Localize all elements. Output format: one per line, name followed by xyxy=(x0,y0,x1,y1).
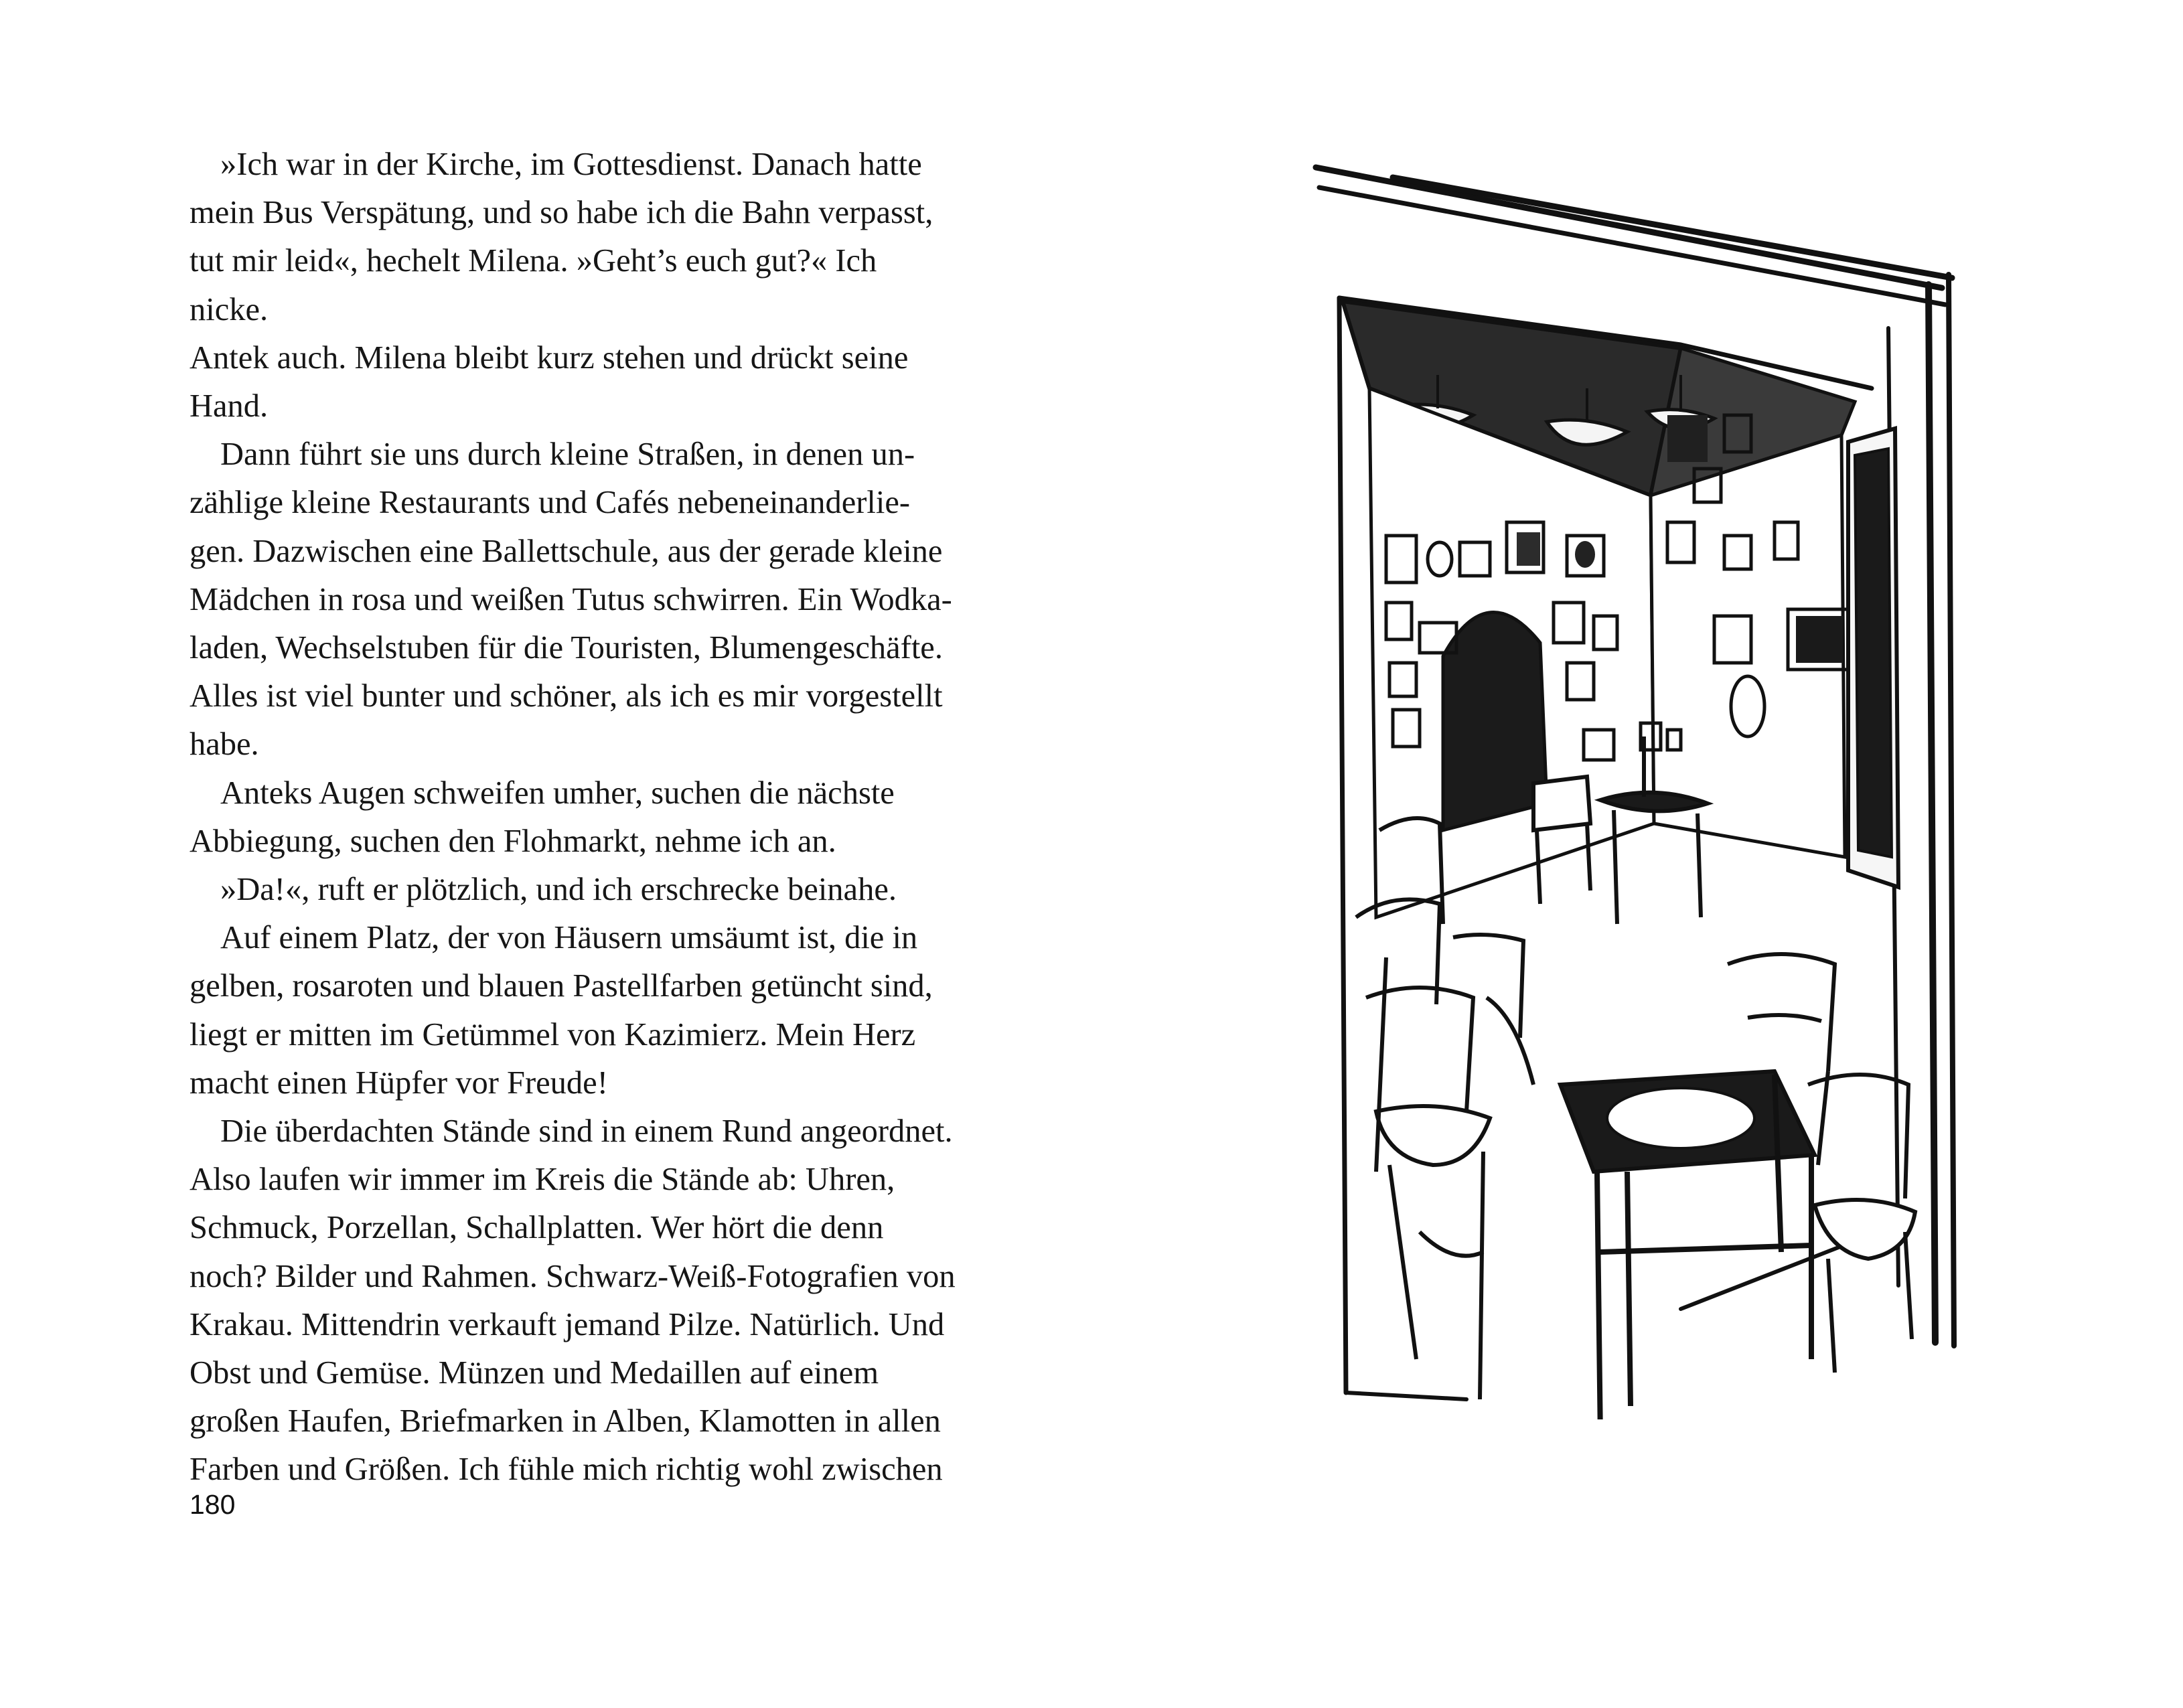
text-line: zählige kleine Restaurants und Cafés nebeneinanderlie- xyxy=(190,485,910,521)
text-line: Mädchen in rosa und weißen Tutus schwirren. Ein Wodka- xyxy=(190,581,952,617)
text-line: liegt er mitten im Getümmel von Kazimierz. Mein Herz xyxy=(190,1016,916,1053)
text-line: Dann führt sie uns durch kleine Straßen, in denen un- xyxy=(220,437,915,473)
page-number: 180 xyxy=(190,1489,236,1520)
text-line: Antek auch. Milena bleibt kurz stehen und drückt seine xyxy=(190,339,909,376)
body-text xyxy=(190,141,963,1494)
text-line: laden, Wechselstuben für die Touristen, Blumengeschäfte. xyxy=(190,630,943,666)
text-line: noch? Bilder und Rahmen. Schwarz-Weiß-Fotografien von xyxy=(190,1258,956,1294)
text-line: Die überdachten Stände sind in einem Rund angeordnet. xyxy=(220,1113,953,1150)
text-line: Hand. xyxy=(190,388,269,424)
cafe-interior-illustration xyxy=(1252,147,1989,1419)
text-line: Also laufen wir immer im Kreis die Stände ab: Uhren, xyxy=(190,1162,895,1198)
text-line: Krakau. Mittendrin verkauft jemand Pilze. Natürlich. Und xyxy=(190,1306,945,1342)
text-line: Farben und Größen. Ich fühle mich richtig wohl zwischen xyxy=(190,1452,943,1488)
text-line: Abbiegung, suchen den Flohmarkt, nehme ich an. xyxy=(190,823,836,859)
text-line: »Ich war in der Kirche, im Gottesdienst. Danach hatte xyxy=(220,147,922,182)
text-line: mein Bus Verspätung, und so habe ich die Bahn verpasst, xyxy=(190,195,933,231)
right-page xyxy=(1092,0,2183,1708)
text-line: Alles ist viel bunter und schöner, als ich es mir vorgestellt xyxy=(190,678,943,714)
text-line: macht einen Hüpfer vor Freude! xyxy=(190,1065,608,1101)
text-line: Auf einem Platz, der von Häusern umsäumt ist, die in xyxy=(220,920,918,956)
text-line: habe. xyxy=(190,726,259,763)
text-line: »Da!«, ruft er plötzlich, und ich erschrecke beinahe. xyxy=(220,872,897,908)
text-line: gen. Dazwischen eine Ballettschule, aus der gerade kleine xyxy=(190,533,943,569)
text-line: großen Haufen, Briefmarken in Alben, Klamotten in allen xyxy=(190,1403,941,1440)
text-line: tut mir leid«, hechelt Milena. »Geht’s euch gut?« Ich nicke. xyxy=(190,243,877,327)
text-line: Schmuck, Porzellan, Schallplatten. Wer hört die denn xyxy=(190,1210,884,1246)
text-line: gelben, rosaroten und blauen Pastellfarben getüncht sind, xyxy=(190,968,933,1004)
cafe-interior-icon xyxy=(1252,147,1989,1419)
text-line: Obst und Gemüse. Münzen und Medaillen auf einem xyxy=(190,1355,879,1391)
text-line: Anteks Augen schweifen umher, suchen die nächste xyxy=(220,775,895,811)
